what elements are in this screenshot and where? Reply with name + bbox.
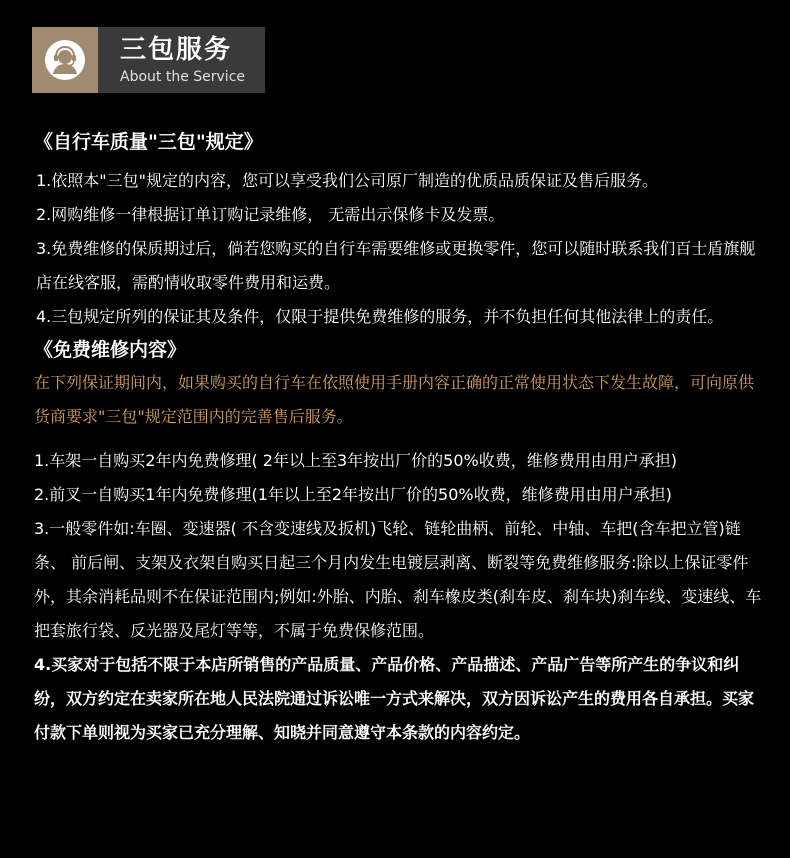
notice-text: 在下列保证期间内，如果购买的自行车在依照使用手册内容正确的正常使用状态下发生故障，可向原供货商要求"三包"规定范围内的完善售后服务。: [34, 373, 755, 426]
section-title: 《自行车质量"三包"规定》: [34, 131, 263, 153]
section-warranty-rules: [34, 126, 764, 334]
list-item: 1.车架一自购买2年内免费修理( 2年以上至3年按出厂价的50%收费，维修费用由用户承担): [34, 451, 677, 470]
section-free-repair: [34, 334, 764, 750]
page-title: 三包服务: [120, 34, 233, 65]
content: [34, 126, 764, 750]
service-header: [32, 27, 265, 93]
page-subtitle: About the Service: [120, 68, 246, 85]
customer-service-headset-icon: [44, 39, 86, 81]
list-item: 2.前叉一自购买1年内免费修理(1年以上至2年按出厂价的50%收费，维修费用由用户承担): [34, 485, 672, 504]
header-text: [98, 27, 245, 93]
list-item: 1.依照本"三包"规定的内容，您可以享受我们公司原厂制造的优质品质保证及售后服务。: [36, 171, 658, 190]
list-item: 4.买家对于包括不限于本店所销售的产品质量、产品价格、产品描述、产品广告等所产生的争议和纠纷，双方约定在卖家所在地人民法院通过诉讼唯一方式来解决，双方因诉讼产生的费用各自承担。买家付款下单则视为买家已充分理解、知晓并同意遵守本条款的内容约定。: [34, 655, 755, 742]
list-item: 3.免费维修的保质期过后，倘若您购买的自行车需要维修或更换零件，您可以随时联系我们百士盾旗舰店在线客服，需酌情收取零件费用和运费。: [36, 239, 756, 292]
list-item: 4.三包规定所列的保证其及条件，仅限于提供免费维修的服务，并不负担任何其他法律上的责任。: [36, 307, 724, 326]
header-icon-box: [32, 27, 98, 93]
section-title: 《免费维修内容》: [34, 339, 187, 361]
list-item: 2.网购维修一律根据订单订购记录维修， 无需出示保修卡及发票。: [36, 205, 505, 224]
list-item: 3.一般零件如:车圈、变速器( 不含变速线及扳机)飞轮、链轮曲柄、前轮、中轴、车把(含车把立管)链条、 前后闸、支架及衣架自购买日起三个月内发生电镀层剥离、断裂等免费维修服务:除以上保证零件外，其余消耗品则不在保证范围内;例如:外胎、内胎、刹车橡皮类(刹车皮、刹车块)刹车线、变速线、车把套旅行袋、反光器及尾灯等等，不属于免费保修范围。: [34, 519, 762, 640]
